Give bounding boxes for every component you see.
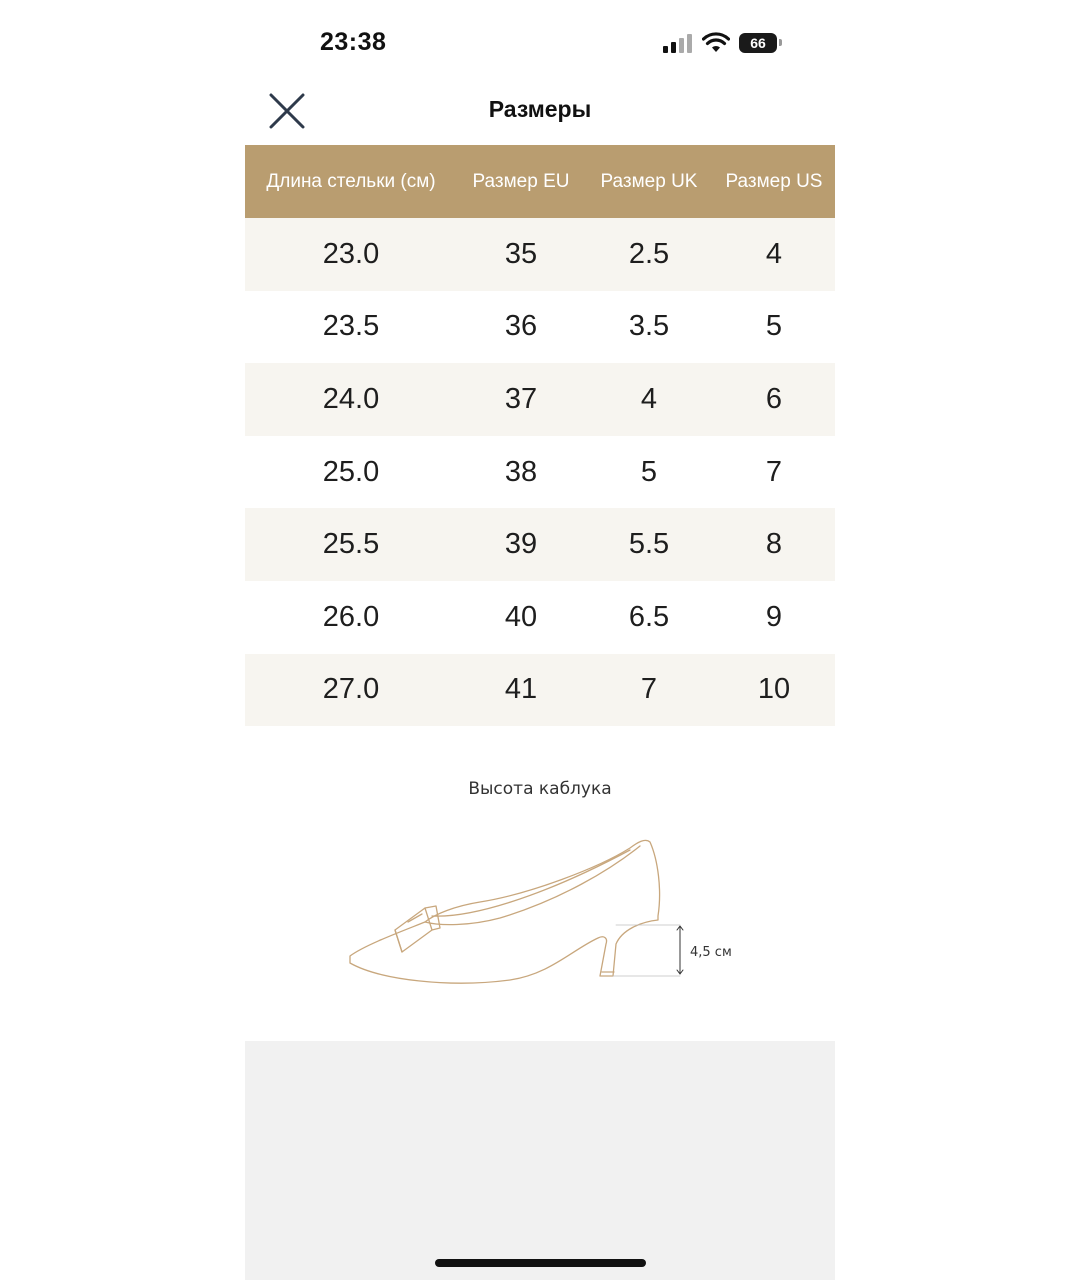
heel-height-label: 4,5 см <box>690 945 732 960</box>
table-row <box>245 508 835 581</box>
cell-size-uk: 5 <box>640 455 658 488</box>
table-row <box>245 654 835 727</box>
cell-size-eu: 36 <box>504 310 538 343</box>
cell-size-eu: 35 <box>504 237 538 270</box>
cell-size-us: 10 <box>757 673 791 706</box>
table-row <box>245 218 835 291</box>
cell-size-us: 5 <box>765 310 783 343</box>
column-header-insole-length: Длина стельки (см) <box>266 170 436 192</box>
cell-size-uk: 4 <box>640 382 658 415</box>
table-row <box>245 436 835 509</box>
cell-insole-length: 23.5 <box>322 310 380 343</box>
cell-size-eu: 37 <box>504 382 538 415</box>
cell-insole-length: 27.0 <box>322 673 380 706</box>
column-header-size-eu: Размер EU <box>472 170 570 192</box>
size-table <box>245 145 835 726</box>
cell-size-uk: 7 <box>640 673 658 706</box>
cell-insole-length: 25.5 <box>322 528 380 561</box>
cell-size-eu: 39 <box>504 528 538 561</box>
cell-size-eu: 40 <box>504 600 538 633</box>
column-header-size-us: Размер US <box>725 170 823 192</box>
cell-size-eu: 41 <box>504 673 538 706</box>
wifi-icon <box>702 32 730 54</box>
table-header-row <box>245 145 835 218</box>
cell-size-us: 9 <box>765 600 783 633</box>
cell-size-us: 7 <box>765 455 783 488</box>
table-row <box>245 363 835 436</box>
page-title: Размеры <box>488 96 592 122</box>
cell-size-uk: 2.5 <box>628 237 670 270</box>
cell-insole-length: 23.0 <box>322 237 380 270</box>
cell-insole-length: 26.0 <box>322 600 380 633</box>
status-time: 23:38 <box>320 28 387 56</box>
home-indicator[interactable] <box>435 1259 646 1267</box>
table-row <box>245 291 835 364</box>
battery-indicator: 66 <box>739 33 777 53</box>
heel-height-caption: Высота каблука <box>468 779 612 799</box>
table-row <box>245 581 835 654</box>
cell-size-uk: 3.5 <box>628 310 670 343</box>
cell-insole-length: 24.0 <box>322 382 380 415</box>
bottom-panel <box>245 1041 835 1280</box>
battery-tip <box>779 39 782 46</box>
cell-size-uk: 5.5 <box>628 528 670 561</box>
column-header-size-uk: Размер UK <box>600 170 698 192</box>
cell-size-us: 6 <box>765 382 783 415</box>
cellular-signal-icon <box>662 32 696 54</box>
cell-insole-length: 25.0 <box>322 455 380 488</box>
cell-size-us: 8 <box>765 528 783 561</box>
shoe-outline-illustration <box>340 830 760 990</box>
cell-size-uk: 6.5 <box>628 600 670 633</box>
cell-size-eu: 38 <box>504 455 538 488</box>
cell-size-us: 4 <box>765 237 783 270</box>
